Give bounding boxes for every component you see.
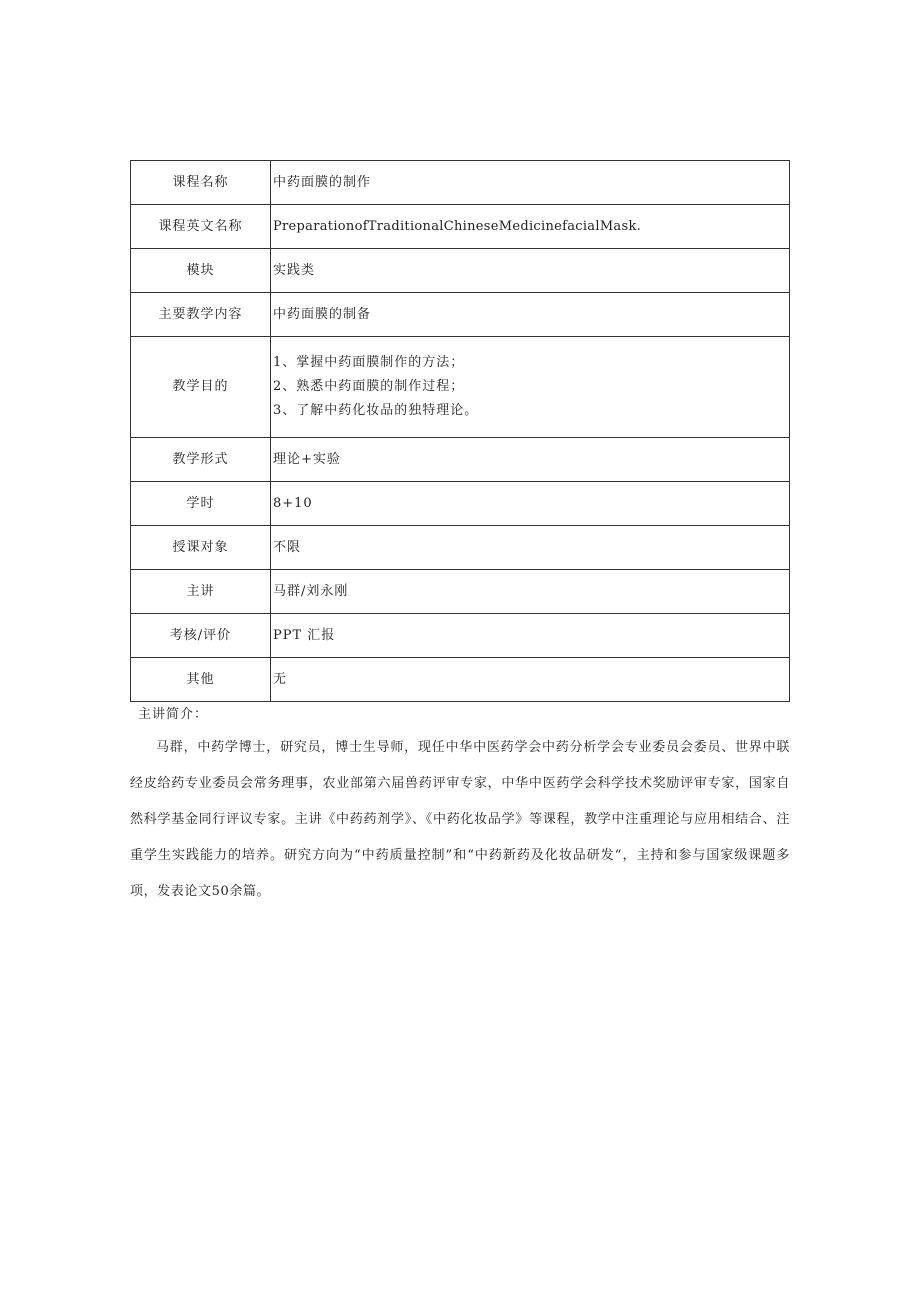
course-info-table: [130, 160, 790, 702]
main-content-value: 中药面膜的制备: [271, 293, 790, 337]
teaching-goals-list: [273, 351, 789, 423]
row-label: 授课对象: [131, 526, 271, 570]
audience-value: 不限: [271, 526, 790, 570]
goal-item: 3、了解中药化妆品的独特理论。: [273, 403, 479, 418]
instructor-bio-heading: 主讲简介：: [138, 707, 209, 722]
module-value: 实践类: [271, 249, 790, 293]
table-row: [131, 249, 790, 293]
row-label: 教学目的: [131, 337, 271, 438]
table-row: [131, 614, 790, 658]
table-row: [131, 570, 790, 614]
instructor-bio-text: 马群，中药学博士，研究员，博士生导师，现任中华中医药学会中药分析学会专业委员会委员、世界中联经皮给药专业委员会常务理事，农业部第六届兽药评审专家，中华中医药学会科学技术奖励评审专家，国家自然科学基金同行评议专家。主讲《中药药剂学》、《中药化妆品学》等课程，教学中注重理论与应用相结合、注重学生实践能力的培养。研究方向为“中药质量控制”和“中药新药及化妆品研发“，主持和参与国家级课题多项，发表论文50余篇。: [130, 740, 790, 899]
teaching-format-value: 理论+实验: [271, 438, 790, 482]
row-label: 学时: [131, 482, 271, 526]
other-value: 无: [271, 658, 790, 702]
teaching-goals-value: [271, 337, 790, 438]
row-label: 其他: [131, 658, 271, 702]
table-row: [131, 205, 790, 249]
goal-item: 2、熟悉中药面膜的制作过程；: [273, 379, 465, 394]
course-name-value: 中药面膜的制作: [271, 161, 790, 205]
table-row: [131, 161, 790, 205]
course-english-name-value: PreparationofTraditionalChineseMedicinefacialMask.: [271, 205, 790, 249]
row-label: 主要教学内容: [131, 293, 271, 337]
row-label: 课程英文名称: [131, 205, 271, 249]
table-row: [131, 658, 790, 702]
row-label: 课程名称: [131, 161, 271, 205]
table-row: [131, 526, 790, 570]
table-row: [131, 337, 790, 438]
row-label: 考核/评价: [131, 614, 271, 658]
table-row: [131, 293, 790, 337]
table-row: [131, 482, 790, 526]
table-row: [131, 438, 790, 482]
goal-item: 1、掌握中药面膜制作的方法；: [273, 355, 465, 370]
lecturer-value: 马群/刘永刚: [271, 570, 790, 614]
row-label: 模块: [131, 249, 271, 293]
row-label: 主讲: [131, 570, 271, 614]
row-label: 教学形式: [131, 438, 271, 482]
assessment-value: PPT 汇报: [271, 614, 790, 658]
class-hours-value: 8+10: [271, 482, 790, 526]
